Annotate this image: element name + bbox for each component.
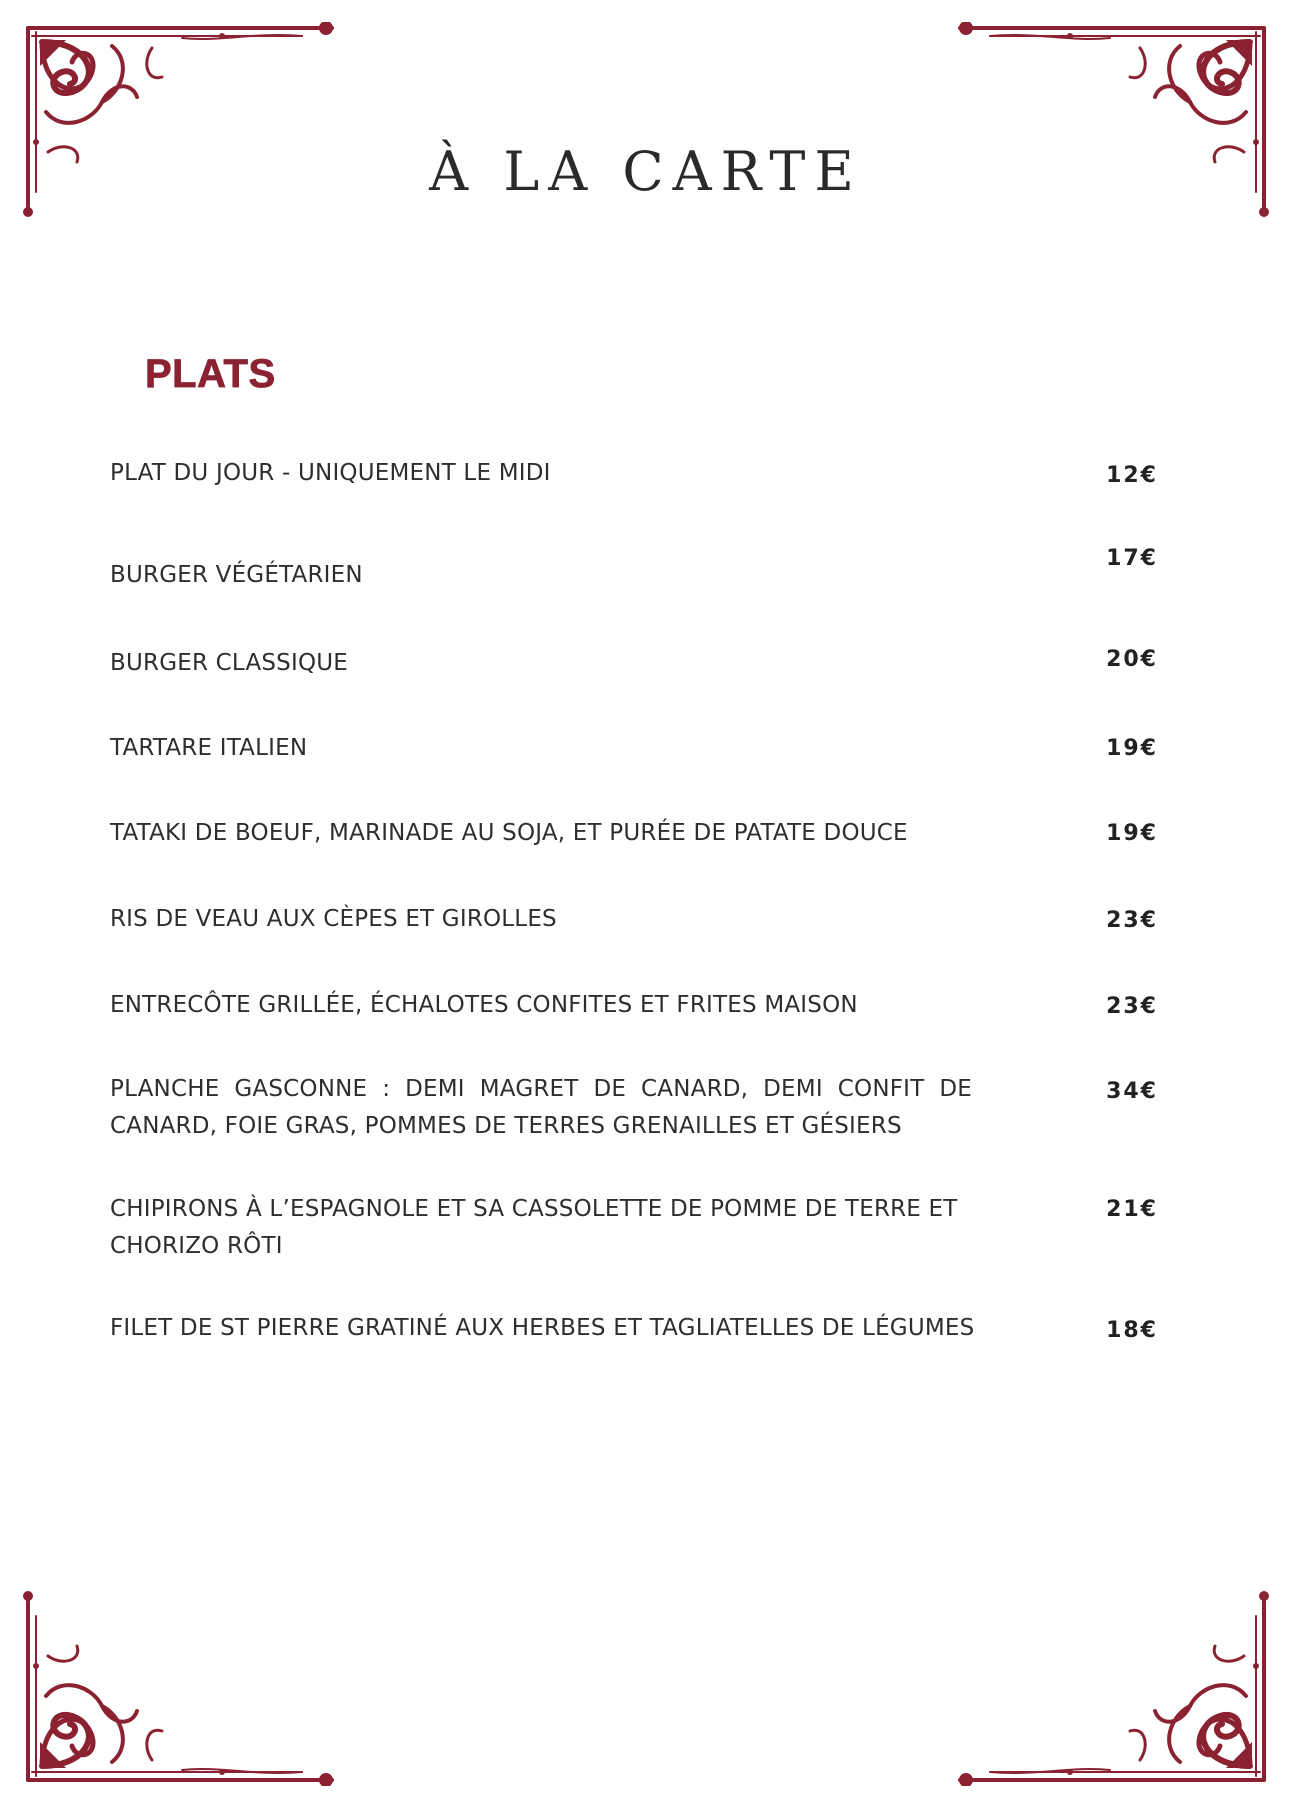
- menu-item-price: 23€: [1106, 908, 1158, 933]
- menu-item: [110, 815, 1158, 855]
- menu-item-price: 34€: [1106, 1079, 1158, 1104]
- menu-item-price: 17€: [1106, 546, 1158, 571]
- menu-item-price: 19€: [1106, 736, 1158, 761]
- menu-item: [110, 1071, 1158, 1151]
- menu-item: [110, 901, 1158, 941]
- menu-item-name: TATAKI DE BOEUF, MARINADE AU SOJA, ET PURÉE DE PATATE DOUCE: [110, 820, 908, 846]
- menu-item-name: BURGER VÉGÉTARIEN: [110, 562, 363, 588]
- menu-item-name: BURGER CLASSIQUE: [110, 650, 349, 676]
- menu-item: [110, 455, 1158, 495]
- menu-item: [110, 730, 1158, 770]
- menu-item: [110, 987, 1158, 1027]
- menu-item-name: TARTARE ITALIEN: [110, 735, 308, 761]
- ornament-corner-bottom-right-icon: [950, 1586, 1270, 1786]
- menu-item-price: 18€: [1106, 1318, 1158, 1343]
- menu-item-price: 20€: [1106, 647, 1158, 672]
- menu-item-name: ENTRECÔTE GRILLÉE, ÉCHALOTES CONFITES ET FRITES MAISON: [110, 992, 858, 1018]
- menu-item-name: FILET DE ST PIERRE GRATINÉ AUX HERBES ET TAGLIATELLES DE LÉGUMES: [110, 1315, 975, 1341]
- menu-item: [110, 540, 1158, 600]
- menu-item-name: CHIPIRONS À L’ESPAGNOLE ET SA CASSOLETTE DE POMME DE TERRE ET CHORIZO RÔTI: [110, 1196, 958, 1259]
- menu-item: [110, 645, 1158, 685]
- menu-item-name: RIS DE VEAU AUX CÈPES ET GIROLLES: [110, 906, 557, 932]
- ornament-corner-bottom-left-icon: [22, 1586, 342, 1786]
- menu-item: [110, 1310, 1158, 1350]
- section-heading-plats: PLATS: [145, 352, 276, 396]
- menu-item-price: 23€: [1106, 994, 1158, 1019]
- page-title: À LA CARTE: [429, 140, 863, 203]
- menu-item-price: 21€: [1106, 1197, 1158, 1222]
- menu-item: [110, 1191, 1158, 1271]
- menu-item-name: PLANCHE GASCONNE : DEMI MAGRET DE CANARD, DEMI CONFIT DE CANARD, FOIE GRAS, POMMES DE TERRES GRENAILLES ET GÉSIERS: [110, 1076, 972, 1139]
- menu-item-name: PLAT DU JOUR - UNIQUEMENT LE MIDI: [110, 460, 551, 486]
- menu-item-price: 12€: [1106, 463, 1158, 488]
- menu-item-price: 19€: [1106, 821, 1158, 846]
